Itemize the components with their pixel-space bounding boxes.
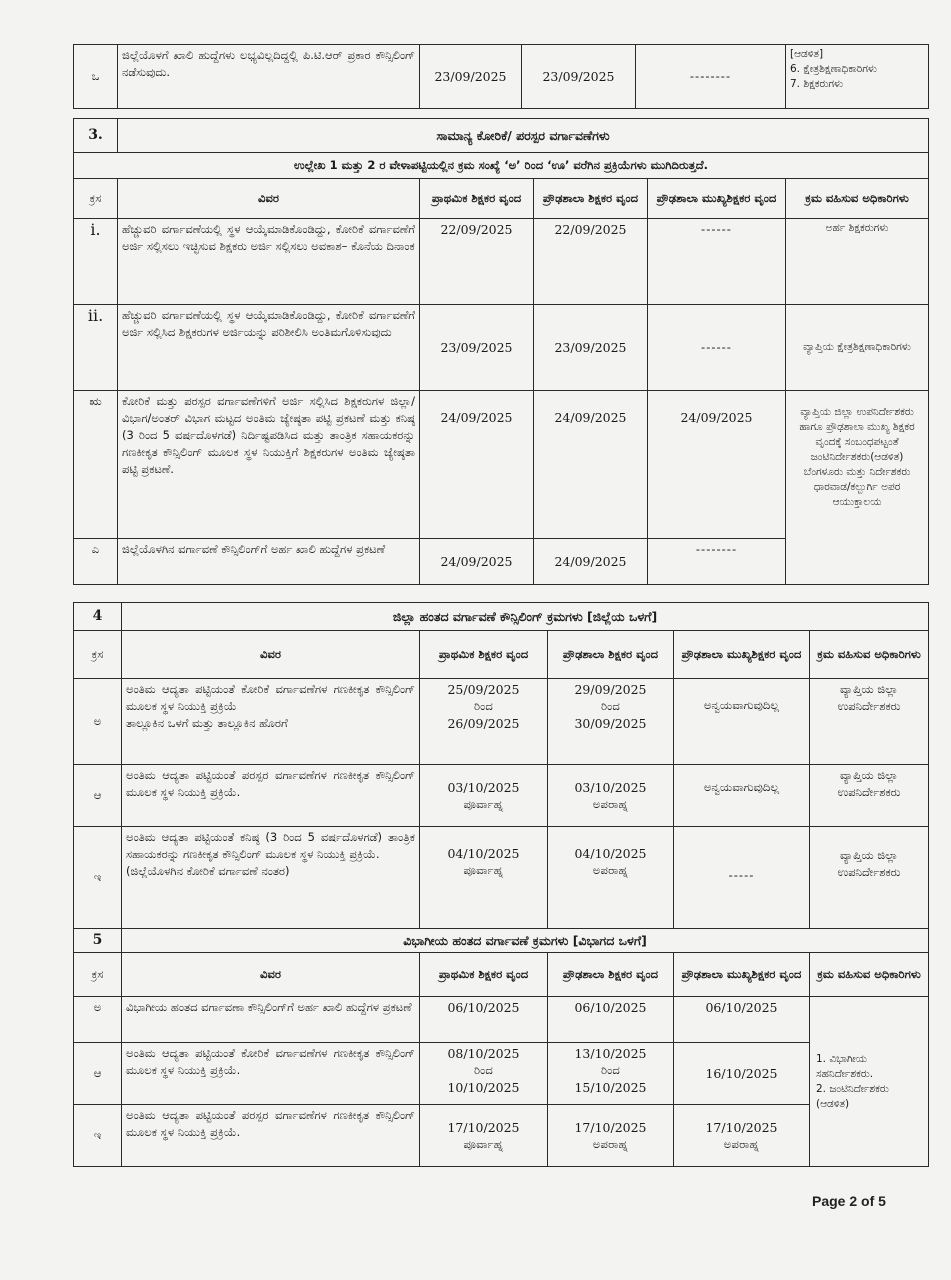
section-title: ವಿಭಾಗೀಯ ಹಂತದ ವರ್ಗಾವಣೆ ಕ್ರಮಗಳು [ವಿಭಾಗದ ಒಳಗೆ]: [122, 929, 929, 953]
row-description: ಅಂತಿಮ ಆದ್ಯತಾ ಪಟ್ಟಿಯಂತೆ ಪರಸ್ಪರ ವರ್ಗಾವಣೆಗಳ ಗಣಕೀಕೃತ ಕೌನ್ಸಿಲಿಂಗ್ ಮೂಲಕ ಸ್ಥಳ ನಿಯುಕ್ತಿ ಪ್ರಕ್ರಿಯೆ.: [122, 765, 420, 827]
highschool-date: 06/10/2025: [548, 997, 674, 1043]
row-number: ಎ: [74, 539, 118, 585]
header-description: ವಿವರ: [122, 631, 420, 679]
row-number: ಇ: [74, 827, 122, 929]
authority-cell: ವ್ಯಾಪ್ತಿಯ ಕ್ಷೇತ್ರಶಿಕ್ಷಣಾಧಿಕಾರಿಗಳು: [786, 305, 929, 391]
primary-date-session: ಪೂರ್ವಾಹ್ನ: [463, 863, 504, 877]
highschool-date: 23/09/2025: [534, 305, 648, 391]
headmaster-date: ------: [648, 305, 786, 391]
row-description: ಕೋರಿಕೆ ಮತ್ತು ಪರಸ್ಪರ ವರ್ಗಾವಣೆಗಳಿಗೆ ಅರ್ಜಿ ಸಲ್ಲಿಸಿದ ಶಿಕ್ಷಕರುಗಳ ಜಿಲ್ಲಾ/ವಿಭಾಗ/ಅಂತರ್ ವಿಭಾಗ ಮಟ್ಟದ ಅಂತಿಮ ಜ್ಯೇಷ್ಠತಾ ಪಟ್ಟಿ ಪ್ರಕಟಣೆ ಮತ್ತು ಕನಿಷ್ಠ (3 ರಿಂದ 5 ವರ್ಷದೊಳಗಡೆ) ನಿರ್ದಿಷ್ಟಪಡಿಸಿದ ಮತ್ತು ತಾಂತ್ರಿಕ ಸಹಾಯಕರನ್ನು ಗಣಕೀಕೃತ ಕೌನ್ಸಿಲಿಂಗ್ ಮೂಲಕ ಸ್ಥಳ ನಿಯುಕ್ತಿಗೆ ಶಿಕ್ಷಕರುಗಳ ಅಂತಿಮ ಜ್ಯೇಷ್ಠತಾ ಪಟ್ಟಿ ಪ್ರಕಟಣೆ.: [118, 391, 420, 539]
authority-line: 7. ಶಿಕ್ಷಕರುಗಳು: [790, 78, 844, 90]
highschool-date-session: ಅಪರಾಹ್ನ: [592, 796, 629, 811]
row-description-cell: [122, 827, 420, 929]
highschool-date-end: 15/10/2025: [574, 1080, 647, 1095]
header-primary: ಪ್ರಾಥಮಿಕ ಶಿಕ್ಷಕರ ವೃಂದ: [420, 179, 534, 219]
primary-date-end: 10/10/2025: [447, 1080, 520, 1095]
primary-date-session: ಪೂರ್ವಾಹ್ನ: [463, 1136, 504, 1151]
highschool-date-cell: [548, 765, 674, 827]
headmaster-date: --------: [648, 539, 786, 585]
section-title: ಸಾಮಾನ್ಯ ಕೋರಿಕೆ/ ಪರಸ್ಪರ ವರ್ಗಾವಣೆಗಳು: [118, 119, 929, 153]
primary-date-cell: [420, 827, 548, 929]
header-headmaster: ಪ್ರೌಢಶಾಲಾ ಮುಖ್ಯಶಿಕ್ಷಕರ ವೃಂದ: [674, 953, 810, 997]
primary-date: 23/09/2025: [420, 305, 534, 391]
row-number: ಅ: [74, 679, 122, 765]
header-headmaster: ಪ್ರೌಢಶಾಲಾ ಮುಖ್ಯಶಿಕ್ಷಕರ ವೃಂದ: [674, 631, 810, 679]
row-description: ಅಂತಿಮ ಆದ್ಯತಾ ಪಟ್ಟಿಯಂತೆ ಕೋರಿಕೆ ವರ್ಗಾವಣೆಗಳ ಗಣಕೀಕೃತ ಕೌನ್ಸಿಲಿಂಗ್ ಮೂಲಕ ಸ್ಥಳ ನಿಯುಕ್ತಿ ಪ್ರಕ್ರಿಯೆ: [126, 682, 415, 713]
highschool-date: 13/10/2025: [574, 1046, 647, 1061]
primary-date: 04/10/2025: [447, 846, 520, 861]
primary-date-cell: [420, 1043, 548, 1105]
primary-date-connector: ರಿಂದ: [474, 699, 493, 713]
headmaster-date: ಅನ್ವಯವಾಗುವುದಿಲ್ಲ: [674, 765, 810, 827]
primary-date-session: ಪೂರ್ವಾಹ್ನ: [463, 796, 504, 811]
row-number: ಋ: [74, 391, 118, 539]
section-4-table: [73, 602, 929, 929]
primary-date-cell: [420, 765, 548, 827]
section-number: 3.: [74, 119, 118, 153]
authority-cell: ವ್ಯಾಪ್ತಿಯ ಜಿಲ್ಲಾ ಉಪನಿರ್ದೇಶಕರು: [810, 765, 929, 827]
headmaster-date: 17/10/2025: [705, 1119, 778, 1135]
header-serial: ಕ್ರಸ: [74, 953, 122, 997]
row-description-note: (ಜಿಲ್ಲೆಯೊಳಗಿನ ಕೋರಿಕೆ ವರ್ಗಾವಣೆ ನಂತರ): [126, 864, 290, 878]
row-number: ಒ: [74, 45, 118, 109]
row-number: ಆ: [74, 765, 122, 827]
highschool-date: 22/09/2025: [534, 219, 648, 305]
row-description: ಅಂತಿಮ ಆದ್ಯತಾ ಪಟ್ಟಿಯಂತೆ ಪರಸ್ಪರ ವರ್ಗಾವಣೆಗಳ ಗಣಕೀಕೃತ ಕೌನ್ಸಿಲಿಂಗ್ ಮೂಲಕ ಸ್ಥಳ ನಿಯುಕ್ತಿ ಪ್ರಕ್ರಿಯೆ.: [122, 1105, 420, 1167]
primary-date: 25/09/2025: [447, 682, 520, 697]
highschool-date: 04/10/2025: [574, 846, 647, 861]
highschool-date-connector: ರಿಂದ: [601, 699, 620, 713]
highschool-date: 24/09/2025: [534, 539, 648, 585]
headmaster-date: 24/09/2025: [648, 391, 786, 539]
row-number: ಅ: [74, 997, 122, 1043]
highschool-date: 24/09/2025: [534, 391, 648, 539]
section-title: ಜಿಲ್ಲಾ ಹಂತದ ವರ್ಗಾವಣೆ ಕೌನ್ಸಿಲಿಂಗ್ ಕ್ರಮಗಳು [ಜಿಲ್ಲೆಯ ಒಳಗೆ]: [122, 603, 929, 631]
authority-cell: ವ್ಯಾಪ್ತಿಯ ಜಿಲ್ಲಾ ಉಪನಿರ್ದೇಶಕರು: [810, 679, 929, 765]
header-highschool: ಪ್ರೌಢಶಾಲಾ ಶಿಕ್ಷಕರ ವೃಂದ: [548, 631, 674, 679]
primary-date: 08/10/2025: [447, 1046, 520, 1061]
header-highschool: ಪ್ರೌಢಶಾಲಾ ಶಿಕ್ಷಕರ ವೃಂದ: [548, 953, 674, 997]
authority-cell: ವ್ಯಾಪ್ತಿಯ ಜಿಲ್ಲಾ ಉಪನಿರ್ದೇಶಕರು: [810, 827, 929, 929]
header-authority: ಕ್ರಮ ವಹಿಸುವ ಅಧಿಕಾರಿಗಳು: [786, 179, 929, 219]
header-primary: ಪ್ರಾಥಮಿಕ ಶಿಕ್ಷಕರ ವೃಂದ: [420, 631, 548, 679]
primary-date: 24/09/2025: [420, 539, 534, 585]
headmaster-date: -----: [674, 827, 810, 929]
primary-date: 03/10/2025: [447, 779, 520, 795]
row-number: ಆ: [74, 1043, 122, 1105]
headmaster-date: 06/10/2025: [674, 997, 810, 1043]
section-3-table: [73, 118, 929, 585]
highschool-date: 03/10/2025: [574, 779, 647, 795]
row-description: ಅಂತಿಮ ಆದ್ಯತಾ ಪಟ್ಟಿಯಂತೆ ಕನಿಷ್ಠ (3 ರಿಂದ 5 ವರ್ಷದೊಳಗಡೆ) ತಾಂತ್ರಿಕ ಸಹಾಯಕರನ್ನು ಗಣಕೀಕೃತ ಕೌನ್ಸಿಲಿಂಗ್ ಮೂಲಕ ಸ್ಥಳ ನಿಯುಕ್ತಿ ಪ್ರಕ್ರಿಯೆ.: [126, 830, 415, 861]
highschool-date-cell: [548, 827, 674, 929]
header-description: ವಿವರ: [118, 179, 420, 219]
authority-cell: [786, 45, 929, 109]
header-highschool: ಪ್ರೌಢಶಾಲಾ ಶಿಕ್ಷಕರ ವೃಂದ: [534, 179, 648, 219]
highschool-date: 23/09/2025: [522, 45, 636, 109]
primary-date-cell: [420, 679, 548, 765]
highschool-date-session: ಅಪರಾಹ್ನ: [592, 1136, 629, 1151]
authority-cell: [810, 997, 929, 1167]
authority-cell: ವ್ಯಾಪ್ತಿಯ ಜಿಲ್ಲಾ ಉಪನಿರ್ದೇಶಕರು ಹಾಗೂ ಪ್ರೌಢಶಾಲಾ ಮುಖ್ಯ ಶಿಕ್ಷಕರ ವೃಂದಕ್ಕೆ ಸಂಬಂಧಪಟ್ಟಂತೆ ಜಂಟಿನಿರ್ದೇಶಕರು(ಆಡಳಿತ) ಬೆಂಗಳೂರು ಮತ್ತು ನಿರ್ದೇಶಕರು ಧಾರವಾಡ/ಕಲ್ಬುರ್ಗಿ ಅಪರ ಆಯುಕ್ತಾಲಯ: [786, 391, 929, 585]
primary-date: 24/09/2025: [420, 391, 534, 539]
section-number: 5: [74, 929, 122, 953]
row-description: ಹೆಚ್ಚುವರಿ ವರ್ಗಾವಣೆಯಲ್ಲಿ ಸ್ಥಳ ಆಯ್ಕೆಮಾಡಿಕೊಂಡಿದ್ದು, ಕೋರಿಕೆ ವರ್ಗಾವಣೆಗೆ ಅರ್ಜಿ ಸಲ್ಲಿಸಲು ಇಚ್ಛಿಸುವ ಶಿಕ್ಷಕರು ಅರ್ಜಿ ಸಲ್ಲಿಸಲು ಅವಕಾಶ– ಕೊನೆಯ ದಿನಾಂಕ: [118, 219, 420, 305]
highschool-date-cell: [548, 1105, 674, 1167]
primary-date: 22/09/2025: [420, 219, 534, 305]
headmaster-date: --------: [636, 45, 786, 109]
row-description-cell: [122, 679, 420, 765]
authority-line: 1. ವಿಭಾಗೀಯ ಸಹನಿರ್ದೇಶಕರು.: [816, 1052, 874, 1080]
section-note: ಉಲ್ಲೇಖ 1 ಮತ್ತು 2 ರ ವೇಳಾಪಟ್ಟಿಯಲ್ಲಿನ ಕ್ರಮ ಸಂಖ್ಯೆ ‘ಅ’ ರಿಂದ ‘ಊ’ ವರೆಗಿನ ಪ್ರಕ್ರಿಯೆಗಳು ಮುಗಿದಿರುತ್ತದೆ.: [74, 153, 929, 179]
header-serial: ಕ್ರಸ: [74, 631, 122, 679]
header-serial: ಕ್ರಸ: [74, 179, 118, 219]
headmaster-date-session: ಅಪರಾಹ್ನ: [723, 1136, 760, 1151]
highschool-date-connector: ರಿಂದ: [601, 1063, 620, 1077]
authority-line: [ಆಡಳಿತ]: [790, 48, 824, 60]
row-description: ಹೆಚ್ಚುವರಿ ವರ್ಗಾವಣೆಯಲ್ಲಿ ಸ್ಥಳ ಆಯ್ಕೆಮಾಡಿಕೊಂಡಿದ್ದು, ಕೋರಿಕೆ ವರ್ಗಾವಣೆಗೆ ಅರ್ಜಿ ಸಲ್ಲಿಸಿದ ಶಿಕ್ಷಕರುಗಳ ಅರ್ಜಿಯನ್ನು ಪರಿಶೀಲಿಸಿ ಅಂತಿಮಗೊಳಿಸುವುದು: [118, 305, 420, 391]
top-continuation-table: [73, 44, 929, 109]
header-headmaster: ಪ್ರೌಢಶಾಲಾ ಮುಖ್ಯಶಿಕ್ಷಕರ ವೃಂದ: [648, 179, 786, 219]
row-description: ವಿಭಾಗೀಯ ಹಂತದ ವರ್ಗಾವಣಾ ಕೌನ್ಸಿಲಿಂಗ್‌ಗೆ ಅರ್ಹ ಖಾಲಿ ಹುದ್ದೆಗಳ ಪ್ರಕಟಣೆ: [122, 997, 420, 1043]
section-number: 4: [74, 603, 122, 631]
row-description: ಜಿಲ್ಲೆಯೊಳಗಿನ ವರ್ಗಾವಣೆ ಕೌನ್ಸಿಲಿಂಗ್‌ಗೆ ಅರ್ಹ ಖಾಲಿ ಹುದ್ದೆಗಳ ಪ್ರಕಟಣೆ: [118, 539, 420, 585]
primary-date: 17/10/2025: [447, 1119, 520, 1135]
section-5-table: [73, 928, 929, 1167]
highschool-date-cell: [548, 679, 674, 765]
row-description: ಅಂತಿಮ ಆದ್ಯತಾ ಪಟ್ಟಿಯಂತೆ ಕೋರಿಕೆ ವರ್ಗಾವಣೆಗಳ ಗಣಕೀಕೃತ ಕೌನ್ಸಿಲಿಂಗ್ ಮೂಲಕ ಸ್ಥಳ ನಿಯುಕ್ತಿ ಪ್ರಕ್ರಿಯೆ.: [122, 1043, 420, 1105]
header-description: ವಿವರ: [122, 953, 420, 997]
primary-date-connector: ರಿಂದ: [474, 1063, 493, 1077]
row-number: ಇ: [74, 1105, 122, 1167]
headmaster-date: ಅನ್ವಯವಾಗುವುದಿಲ್ಲ: [674, 679, 810, 765]
headmaster-date: ------: [648, 219, 786, 305]
header-primary: ಪ್ರಾಥಮಿಕ ಶಿಕ್ಷಕರ ವೃಂದ: [420, 953, 548, 997]
highschool-date: 29/09/2025: [574, 682, 647, 697]
headmaster-date: 16/10/2025: [674, 1043, 810, 1105]
highschool-date-session: ಅಪರಾಹ್ನ: [592, 863, 629, 877]
primary-date-cell: [420, 1105, 548, 1167]
row-description-note: ತಾಲ್ಲೂಕಿನ ಒಳಗೆ ಮತ್ತು ತಾಲ್ಲೂಕಿನ ಹೊರಗೆ: [126, 716, 288, 730]
row-description: ಜಿಲ್ಲೆಯೊಳಗೆ ಖಾಲಿ ಹುದ್ದೆಗಳು ಲಭ್ಯವಿಲ್ಲದಿದ್ದಲ್ಲಿ ಪಿ.ಟಿ.ಆರ್ ಪ್ರಕಾರ ಕೌನ್ಸಿಲಿಂಗ್ ನಡೆಸುವುದು.: [118, 45, 420, 109]
highschool-date-cell: [548, 1043, 674, 1105]
authority-cell: ಅರ್ಹ ಶಿಕ್ಷಕರುಗಳು: [786, 219, 929, 305]
authority-line: 2. ಜಂಟಿನಿರ್ದೇಶಕರು (ಆಡಳಿತ): [816, 1082, 889, 1110]
headmaster-date-cell: [674, 1105, 810, 1167]
primary-date-end: 26/09/2025: [447, 716, 520, 731]
authority-line: 6. ಕ್ಷೇತ್ರಶಿಕ್ಷಣಾಧಿಕಾರಿಗಳು: [790, 63, 878, 75]
highschool-date: 17/10/2025: [574, 1119, 647, 1135]
row-number: i.: [74, 219, 118, 305]
highschool-date-end: 30/09/2025: [574, 716, 647, 731]
header-authority: ಕ್ರಮ ವಹಿಸುವ ಅಧಿಕಾರಿಗಳು: [810, 631, 929, 679]
primary-date: 23/09/2025: [420, 45, 522, 109]
row-number: ii.: [74, 305, 118, 391]
header-authority: ಕ್ರಮ ವಹಿಸುವ ಅಧಿಕಾರಿಗಳು: [810, 953, 929, 997]
primary-date: 06/10/2025: [420, 997, 548, 1043]
page-number: Page 2 of 5: [812, 1193, 886, 1209]
